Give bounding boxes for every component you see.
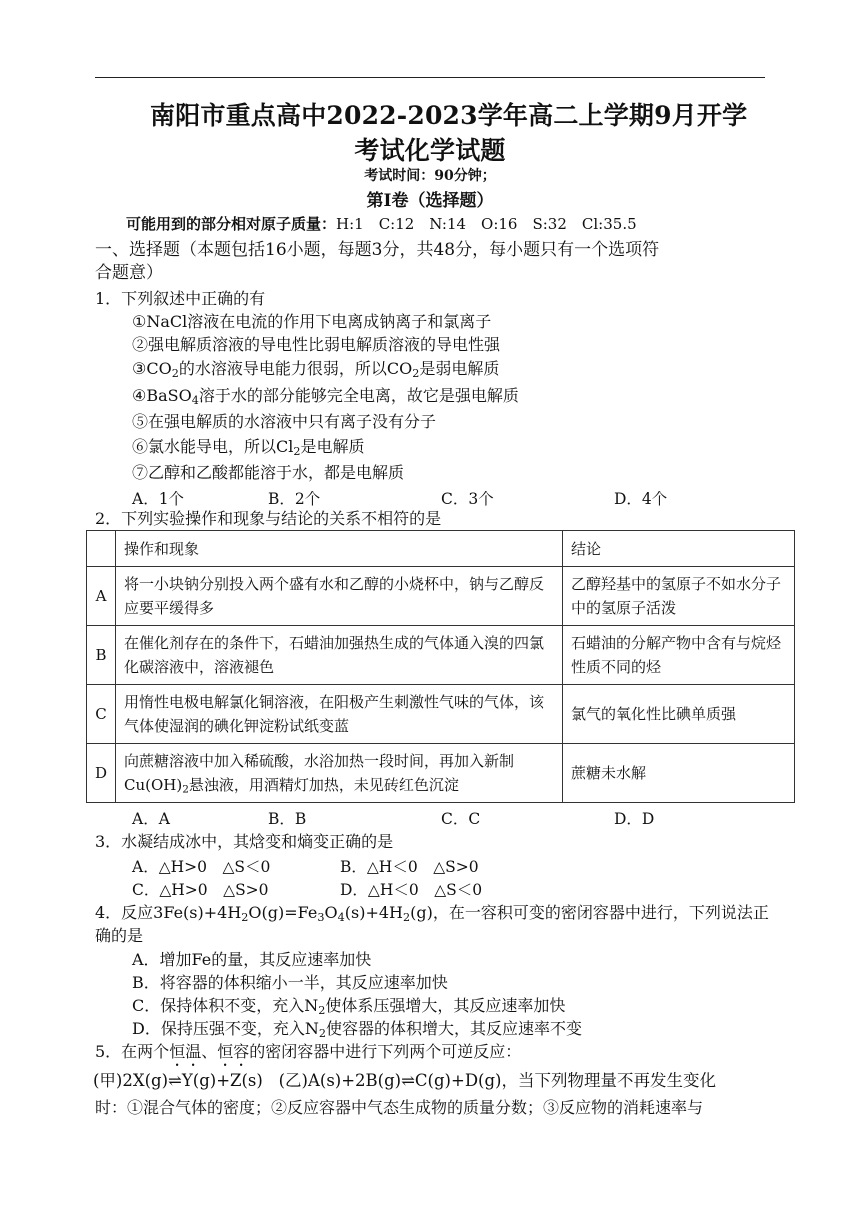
q1-statement-2: ②强电解质溶液的导电性比弱电解质溶液的导电性强 <box>132 335 501 354</box>
q4-option-d: D．保持压强不变，充入$N_2$使容器的体积增大，其反应速率不变 <box>132 1019 582 1040</box>
table-header-cell: 结论 <box>563 531 795 567</box>
table-header-row <box>87 531 795 567</box>
q2-stem: 2．下列实验操作和现象与结论的关系不相符的是 <box>95 509 442 528</box>
atomic-mass-line <box>126 213 637 234</box>
co2-formula: $CO_2$ <box>146 359 179 380</box>
q1-s4-text: 溶于水的部分能够完全电离，故它是强电解质 <box>198 386 519 405</box>
q1-s3-num: ③ <box>132 359 147 378</box>
q1-s4-num: ④ <box>132 386 147 405</box>
q3-option-b: B．△H＜0 △S>0 <box>340 858 479 876</box>
operation-cell: 用惰性电极电解氯化铜溶液，在阳极产生刺激性气味的气体，该气体使湿润的碘化钾淀粉试纸变蓝 <box>116 685 563 744</box>
equation-jia: (甲)2X(g)⇌Y(g)+Z(s) <box>93 1071 263 1090</box>
q4-stem: 4．反应$3Fe(s)+4H_2O(g)=Fe_3O_4(s)+4H_2(g)$，在一容积可变的密闭容器中进行，下列说法正 <box>95 903 769 924</box>
row-label: C <box>87 685 116 744</box>
volume-heading: 第Ⅰ卷（选择题） <box>366 191 494 211</box>
q5-line3: 时：①混合气体的密度；②反应容器中气态生成物的质量分数；③反应物的消耗速率与 <box>95 1098 704 1117</box>
row-label: B <box>87 626 116 685</box>
operation-cell: 将一小块钠分别投入两个盛有水和乙醇的小烧杯中，钠与乙醇反应要平缓得多 <box>116 567 563 626</box>
table-header-cell <box>87 531 116 567</box>
exam-time: 考试时间：90分钟； <box>364 168 496 184</box>
q1-statement-6 <box>132 436 365 458</box>
q5-stem-part: 的密闭容器中进行下列两个可逆反应： <box>249 1042 522 1061</box>
table-row <box>87 626 795 685</box>
q1-statement-3 <box>132 358 499 380</box>
section-heading-line1: 一、选择题（本题包括16小题，每题3分，共48分，每小题只有一个选项符 <box>95 240 660 260</box>
conclusion-cell: 蔗糖未水解 <box>563 744 795 803</box>
q4-option-a: A．增加Fe的量，其反应速率加快 <box>132 950 372 969</box>
q2-option-c: C．C <box>441 810 481 828</box>
exam-title-line1: 南阳市重点高中2022-2023学年高二上学期9月开学 <box>150 101 748 130</box>
q5-stem-part: 5．在两个 <box>95 1042 170 1061</box>
q2-option-b: B．B <box>268 810 307 828</box>
q4-stem-line2: 确的是 <box>95 926 144 945</box>
q4-option-c: C．保持体积不变，充入$N_2$使体系压强增大，其反应速率加快 <box>132 996 566 1017</box>
q5-equations <box>93 1070 716 1092</box>
q4-stem-part: (g)，在一容积可变的密闭容器中进行，下列说法正 <box>410 903 769 922</box>
q4-optc-tail: 使体系压强增大，其反应速率加快 <box>325 996 566 1015</box>
q3-stem: 3．水凝结成冰中，其焓变和熵变正确的是 <box>95 832 394 851</box>
q1-s3-tail: 是弱电解质 <box>419 359 500 378</box>
q5-stem <box>95 1041 521 1070</box>
atomic-mass-label: 可能用到的部分相对原子质量： <box>126 215 337 233</box>
table-row <box>87 685 795 744</box>
atomic-mass-values: H:1 C:12 N:14 O:16 S:32 Cl:35.5 <box>336 215 637 233</box>
table-row <box>87 744 795 803</box>
q1-option-c: C．3个 <box>441 490 494 508</box>
q2-table <box>86 530 795 803</box>
q4-option-b: B．将容器的体积缩小一半，其反应速率加快 <box>132 973 448 992</box>
q3-option-a: A．△H>0 △S＜0 <box>132 858 271 876</box>
baso4-formula: BaSO$_4$ <box>146 386 199 407</box>
operation-cell: 在催化剂存在的条件下，石蜡油加强热生成的气体通入溴的四氯化碳溶液中，溶液褪色 <box>116 626 563 685</box>
q1-statement-1: ①NaCl溶液在电流的作用下电离成钠离子和氯离子 <box>132 312 492 331</box>
q1-s6-text: ⑥氯水能导电，所以 <box>132 437 277 456</box>
exam-title-line2: 考试化学试题 <box>354 136 506 165</box>
q1-stem: 1．下列叙述中正确的有 <box>95 289 266 308</box>
q3-option-c: C．△H>0 △S>0 <box>132 881 269 899</box>
operation-text-tail: 悬浊液，用酒精灯加热，未见砖红色沉淀 <box>188 776 459 794</box>
conclusion-cell: 氯气的氧化性比碘单质强 <box>563 685 795 744</box>
co2-formula: $CO_2$ <box>386 359 420 380</box>
operation-text: 向蔗糖溶液中加入稀硫酸，水浴加热一段时间，再加入新制Cu(OH) <box>124 752 515 794</box>
q1-statement-4 <box>132 385 519 407</box>
section-heading-line2: 合题意） <box>95 263 163 283</box>
q1-option-d: D．4个 <box>614 490 668 508</box>
q2-option-d: D．D <box>614 810 655 828</box>
q1-statement-5: ⑤在强电解质的水溶液中只有离子没有分子 <box>132 412 437 431</box>
q4-stem-part: (s)+4H <box>344 903 403 922</box>
table-header-cell: 操作和现象 <box>116 531 563 567</box>
row-label: A <box>87 567 116 626</box>
q4-stem-part: O(g)=Fe <box>248 903 318 922</box>
q2-option-a: A．A <box>132 810 170 828</box>
q4-stem-part: O <box>324 903 338 922</box>
conclusion-cell: 石蜡油的分解产物中含有与烷烃性质不同的烃 <box>563 626 795 685</box>
q1-option-b: B．2个 <box>268 490 321 508</box>
q1-option-a: A．1个 <box>132 490 185 508</box>
q1-s3-text: 的水溶液导电能力很弱，所以 <box>178 359 387 378</box>
cl2-formula: $Cl_2$ <box>276 437 301 458</box>
q4-optd-tail: 使容器的体积增大，其反应速率不变 <box>325 1019 582 1038</box>
q1-s6-tail: 是电解质 <box>300 437 365 456</box>
q4-optd-text: D．保持压强不变，充入N <box>132 1019 319 1038</box>
q5-equation-tail: ，当下列物理量不再发生变化 <box>501 1071 716 1090</box>
conclusion-cell: 乙醇羟基中的氢原子不如水分子中的氢原子活泼 <box>563 567 795 626</box>
q3-option-d: D．△H＜0 △S＜0 <box>340 881 483 899</box>
q1-statement-7: ⑦乙醇和乙酸都能溶于水，都是电解质 <box>132 463 405 482</box>
operation-cell: 向蔗糖溶液中加入稀硫酸，水浴加热一段时间，再加入新制$Cu(OH)_2$悬浊液，用酒精灯加热，未见砖红色沉淀 <box>116 744 563 803</box>
q5-emphasis: 恒温、恒容 <box>169 1042 250 1061</box>
header-rule <box>95 77 765 78</box>
table-row <box>87 567 795 626</box>
equation-yi: (乙)A(s)+2B(g)⇌C(g)+D(g) <box>278 1071 502 1090</box>
q4-optc-text: C．保持体积不变，充入N <box>132 996 319 1015</box>
row-label: D <box>87 744 116 803</box>
q4-stem-part: 4．反应3Fe(s)+4H <box>95 903 242 922</box>
